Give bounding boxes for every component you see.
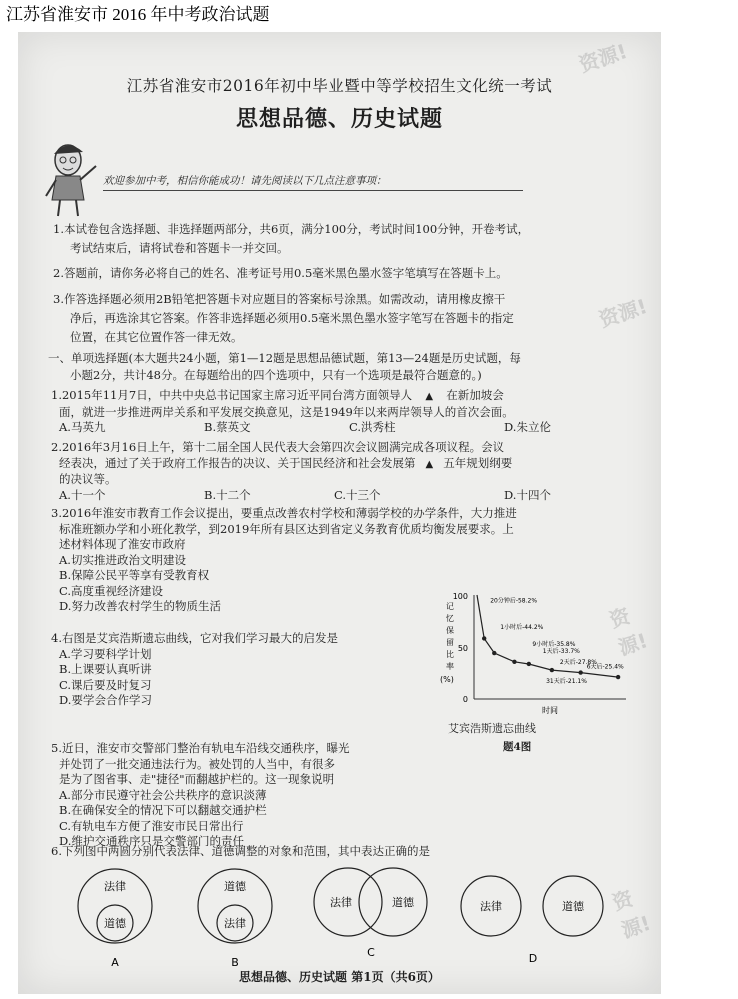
forgetting-curve-chart	[416, 587, 631, 732]
curve-annotation: 31天后-21.1%	[546, 678, 587, 686]
y-tick-label: 50	[457, 644, 468, 653]
subject-title: 思想品德、历史试题	[235, 107, 443, 132]
diagram-a	[78, 869, 152, 969]
option-d: D.朱立伦	[504, 420, 551, 434]
figure-label: 题4图	[503, 741, 532, 753]
y-axis-label-char: (%)	[440, 675, 454, 684]
notice-line: 3.作答选择题必须用2B铅笔把答题卡对应题目的答案标号涂黑。如需改动，请用橡皮擦干	[53, 292, 506, 306]
y-axis-label-char: 保	[446, 626, 454, 635]
exam-title: 江苏省淮安市2016年初中毕业暨中等学校招生文化统一考试	[126, 77, 553, 95]
question-stem: 标准班额办学和小班化教学，到2019年所有县区达到省定义务教育优质均衡发展要求。上	[59, 521, 514, 536]
diagram-option-label: B	[231, 956, 239, 969]
question-stem: 5.近日，淮安市交警部门整治有轨电车沿线交通秩序，曝光	[51, 741, 350, 755]
options-row	[51, 488, 646, 504]
option-a: A.马英九	[59, 420, 106, 434]
diagram-option-label: C	[367, 946, 375, 959]
option-d: D.十四个	[504, 487, 551, 502]
option-b: B.保障公民平等享有受教育权	[59, 568, 210, 582]
question-stem: 4.右图是艾宾浩斯遗忘曲线，它对我们学习最大的启发是	[51, 631, 338, 645]
curve-annotation: 20分钟后-58.2%	[490, 597, 538, 605]
cartoon-student-illustration	[40, 140, 100, 218]
diagram-option-label: A	[111, 956, 119, 969]
watermark: 资源!	[606, 603, 651, 661]
diagram-outer-label: 道德	[224, 880, 246, 893]
notice-line: 净后，再选涂其它答案。作答非选择题必须用0.5毫米黑色墨水签字笔写在答题卡的指定	[70, 311, 514, 325]
option-a: A.十一个	[59, 487, 106, 502]
y-axis-label-char: 比	[446, 650, 454, 659]
question-4	[51, 631, 431, 709]
watermark: 资源!	[609, 885, 654, 943]
chart-caption: 艾宾浩斯遗忘曲线	[448, 722, 536, 735]
notice-line: 位置，在其它位置作答一律无效。	[70, 330, 243, 344]
y-axis-label	[440, 602, 454, 684]
question-stem: 是为了图省事、走"捷径"而翻越护栏的。这一现象说明	[59, 772, 335, 786]
question-stem: 在新加坡会	[446, 388, 504, 402]
option-d: D.要学会合作学习	[59, 693, 152, 707]
curve-point	[512, 660, 516, 664]
notice-line: 1.本试卷包含选择题、非选择题两部分，共6页，满分100分，考试时间100分钟，开卷考试，	[53, 222, 530, 236]
option-a: A.部分市民遵守社会公共秩序的意识淡薄	[59, 787, 267, 802]
curve-point	[616, 675, 620, 679]
x-axis-label: 时间	[542, 706, 558, 715]
question-stem: 经表决，通过了关于政府工作报告的决议、关于国民经济和社会发展第	[59, 455, 416, 470]
section-line: 一、单项选择题(本大题共24小题，第1—12题是思想品德试题，第13—24题是历史试题，每	[48, 351, 521, 365]
question-1	[51, 388, 641, 436]
watermark: 资源!	[575, 38, 631, 77]
curve-annotation: 9小时后-35.8%	[532, 640, 576, 648]
question-stem: 1.2015年11月7日，中共中央总书记国家主席习近平同台湾方面领导人	[51, 388, 413, 402]
curve-annotation: 2天后-27.8%	[559, 659, 597, 667]
question-stem: 2.2016年3月16日上午，第十二届全国人民代表大会第四次会议圆满完成各项议程。会议	[51, 440, 505, 454]
curve-annotation: 1小时后-44.2%	[500, 624, 544, 631]
document-header: 江苏省淮安市 2016 年中考政治试题	[0, 0, 738, 30]
diagram-inner-label: 法律	[224, 917, 246, 930]
option-c: C.十三个	[334, 487, 381, 502]
diagram-left-label: 法律	[330, 896, 352, 909]
curve-point	[578, 670, 582, 674]
diagram-c	[314, 868, 427, 959]
option-c: C.课后要及时复习	[59, 677, 152, 692]
diagram-b	[198, 869, 272, 969]
law-morality-diagrams	[63, 858, 623, 970]
question-stem: 述材料体现了淮安市政府	[59, 537, 186, 551]
question-stem: 并处罚了一批交通违法行为。被处罚的人当中，有很多	[59, 756, 335, 771]
question-stem: 五年规划纲要	[443, 455, 513, 470]
option-c: C.洪秀柱	[349, 420, 396, 434]
option-d: D.努力改善农村学生的物质生活	[59, 599, 221, 613]
exam-paper	[18, 32, 661, 994]
option-b: B.十二个	[204, 487, 251, 502]
question-5	[51, 741, 471, 850]
option-a: A.学习要科学计划	[59, 646, 152, 661]
diagram-outer-label: 法律	[104, 880, 126, 893]
watermark: 资源!	[595, 293, 651, 332]
diagram-d	[461, 876, 603, 965]
welcome-message: 欢迎参加中考，相信你能成功！请先阅读以下几点注意事项：	[103, 175, 387, 187]
blank-triangle-icon: ▲	[419, 458, 440, 470]
y-tick-label: 100	[452, 592, 468, 601]
curve-annotation: 1天后-33.7%	[542, 648, 580, 655]
option-b: B.上课要认真听讲	[59, 662, 152, 676]
option-c: C.高度重视经济建设	[59, 583, 164, 598]
option-c: C.有轨电车方便了淮安市民日常出行	[59, 818, 244, 833]
question-stem: 6.下列图中两圆分别代表法律、道德调整的对象和范围，其中表达正确的是	[51, 844, 430, 858]
diagram-right-label: 道德	[392, 896, 414, 909]
y-axis-label-char: 忆	[446, 614, 454, 623]
curve-annotation: 6天后-25.4%	[586, 663, 624, 671]
diagram-option-label: D	[528, 952, 538, 965]
curve-point	[527, 662, 531, 666]
option-d: D.维护交通秩序只是交警部门的责任	[59, 834, 244, 848]
diagram-inner-label: 道德	[104, 917, 126, 930]
y-tick-label: 0	[462, 695, 468, 704]
question-stem: 3.2016年淮安市教育工作会议提出，要重点改善农村学校和薄弱学校的办学条件，大力推进	[51, 506, 517, 520]
option-b: B.蔡英文	[204, 420, 251, 434]
curve-point	[550, 668, 554, 672]
section-line: 小题2分，共计48分。在每题给出的四个选项中，只有一个选项是最符合题意的。)	[70, 368, 482, 382]
y-axis-label-char: 率	[446, 662, 454, 671]
curve-annotations	[490, 597, 624, 686]
blank-triangle-icon: ▲	[415, 391, 443, 402]
option-b: B.在确保安全的情况下可以翻越交通护栏	[59, 803, 267, 817]
y-axis-label-char: 留	[446, 638, 454, 647]
page-footer: 思想品德、历史试题 第1页（共6页）	[239, 970, 440, 984]
notice-line: 2.答题前，请你务必将自己的姓名、准考证号用0.5毫米黑色墨水签字笔填写在答题卡上。	[53, 266, 508, 280]
diagram-left-label: 法律	[480, 900, 502, 913]
y-axis-label-char: 记	[446, 602, 454, 611]
question-2	[51, 440, 646, 503]
diagram-right-label: 道德	[562, 900, 584, 913]
option-a: A.切实推进政治文明建设	[59, 552, 186, 567]
curve-point	[492, 651, 496, 655]
question-stem: 面，就进一步推进两岸关系和平发展交换意见，这是1949年以来两岸领导人的首次会面。	[59, 404, 514, 419]
notice-line: 考试结束后，请将试卷和答题卡一并交回。	[70, 241, 289, 255]
section-instructions	[48, 350, 648, 384]
question-stem: 的决议等。	[59, 472, 117, 486]
options-row	[51, 420, 641, 436]
welcome-divider	[103, 190, 523, 191]
curve-point	[482, 636, 486, 640]
